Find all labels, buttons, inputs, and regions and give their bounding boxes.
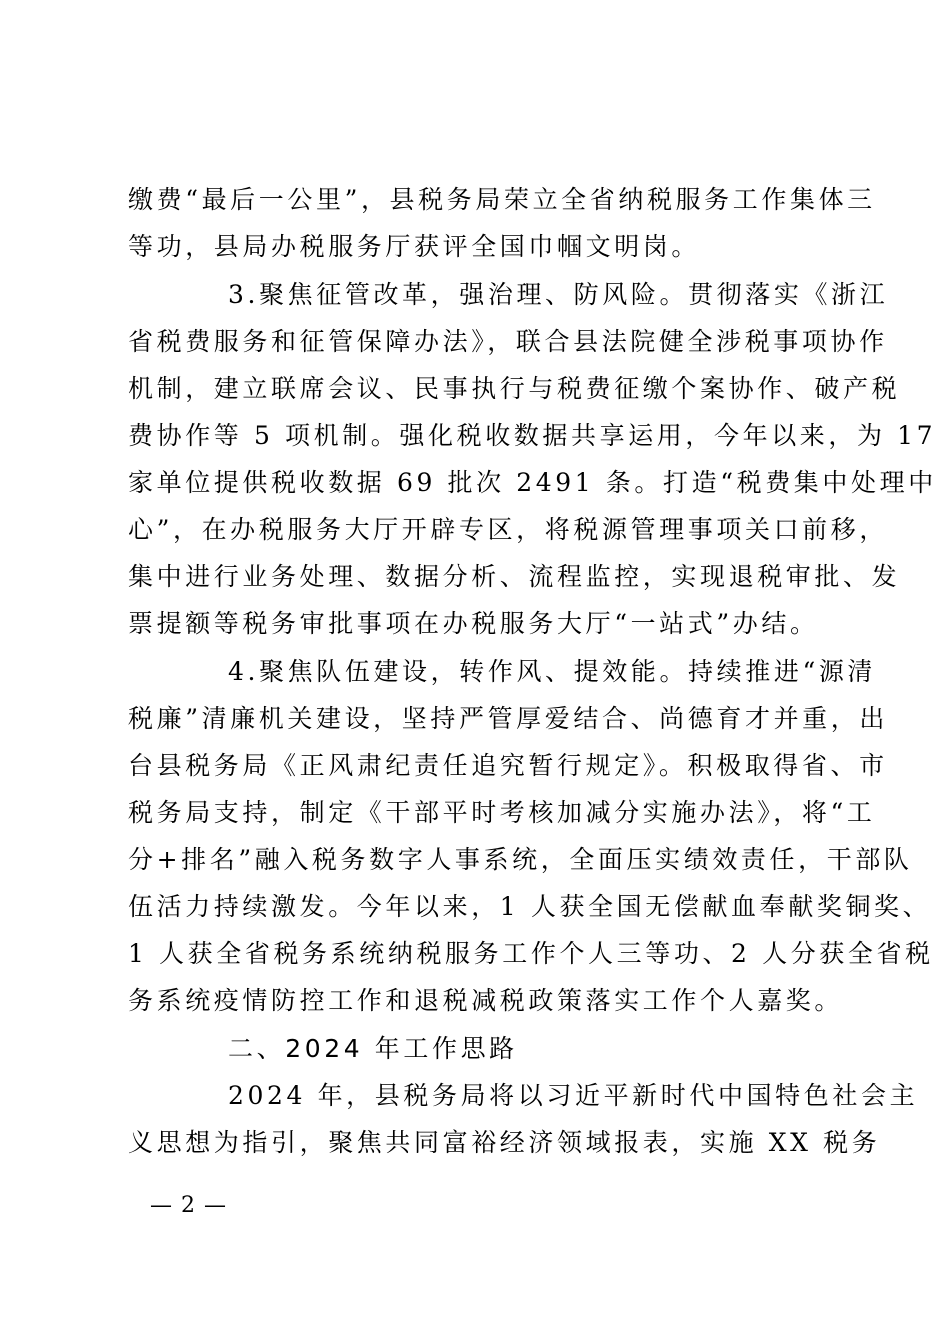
body-text-line: 票提额等税务审批事项在办税服务大厅“一站式”办结。 — [128, 609, 819, 638]
body-text-line: 等功，县局办税服务厅获评全国巾帼文明岗。 — [128, 232, 701, 261]
body-text-line: 集中进行业务处理、数据分析、流程监控，实现退税审批、发 — [128, 562, 901, 591]
body-text-line: 费协作等 5 项机制。强化税收数据共享运用，今年以来，为 17 — [128, 421, 937, 450]
body-text-line: 义思想为指引，聚焦共同富裕经济领域报表，实施 XX 税务 — [128, 1128, 881, 1157]
body-text-line: 分+排名”融入税务数字人事系统，全面压实绩效责任，干部队 — [128, 845, 913, 874]
body-text-line: 机制，建立联席会议、民事执行与税费征缴个案协作、破产税 — [128, 374, 901, 403]
body-text-line: 税务局支持，制定《干部平时考核加减分实施办法》，将“工 — [128, 798, 876, 827]
paragraph-first-line: 2024 年，县税务局将以习近平新时代中国特色社会主 — [228, 1081, 919, 1110]
body-text-line: 省税费服务和征管保障办法》，联合县法院健全涉税事项协作 — [128, 327, 888, 356]
body-text-line: 1 人获全省税务系统纳税服务工作个人三等功、2 人分获全省税 — [128, 939, 934, 968]
page-number: — 2 — — [150, 1193, 227, 1218]
body-text-line: 心”，在办税服务大厅开辟专区，将税源管理事项关口前移， — [128, 515, 888, 544]
body-text-line: 缴费“最后一公里”，县税务局荣立全省纳税服务工作集体三 — [128, 185, 876, 214]
body-text-line: 台县税务局《正风肃纪责任追究暂行规定》。积极取得省、市 — [128, 751, 888, 780]
section-heading: 二、2024 年工作思路 — [228, 1034, 518, 1063]
body-text-line: 税廉”清廉机关建设，坚持严管厚爱结合、尚德育才并重，出 — [128, 704, 888, 733]
body-text-line: 家单位提供税收数据 69 批次 2491 条。打造“税费集中处理中 — [128, 468, 937, 497]
body-text-line: 伍活力持续激发。今年以来，1 人获全国无偿献血奉献奖铜奖、 — [128, 892, 932, 921]
body-text-line: 务系统疫情防控工作和退税减税政策落实工作个人嘉奖。 — [128, 986, 844, 1015]
paragraph-first-line: 4.聚焦队伍建设，转作风、提效能。持续推进“源清 — [228, 657, 877, 686]
paragraph-first-line: 3.聚焦征管改革，强治理、防风险。贯彻落实《浙江 — [228, 280, 889, 309]
